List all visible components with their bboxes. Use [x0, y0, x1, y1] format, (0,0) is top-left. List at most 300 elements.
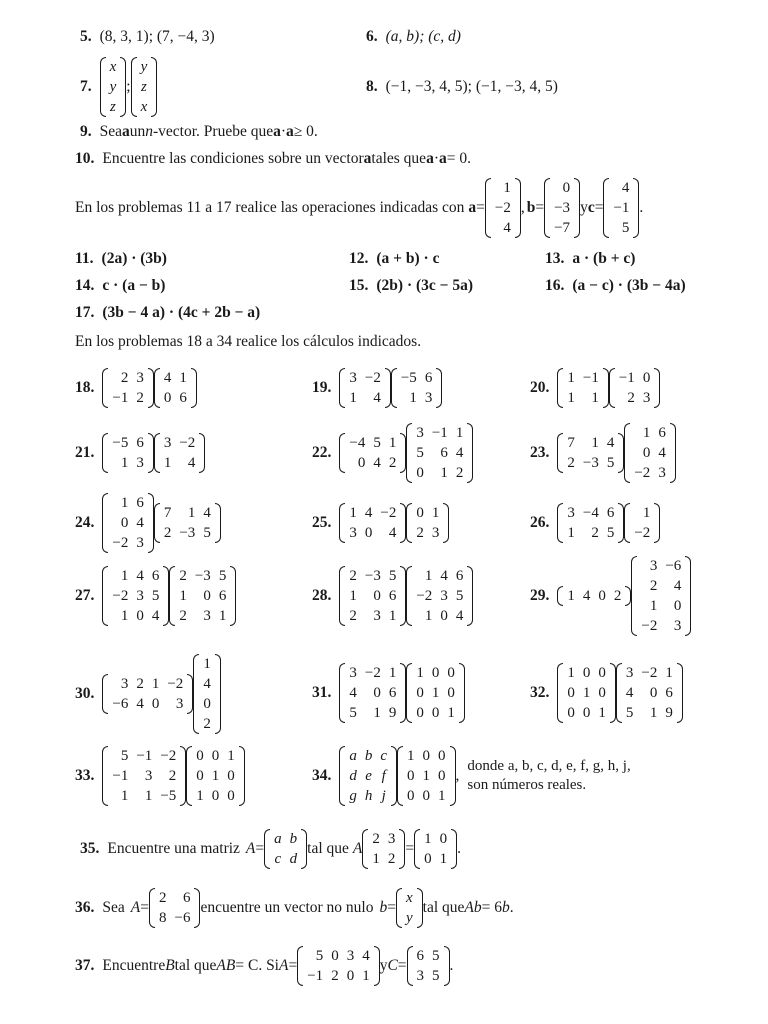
matrix-entry: 4: [136, 568, 144, 584]
matrix: [297, 946, 379, 986]
problem-expression: (2b) · (3c − 5a): [376, 277, 474, 294]
matrix-entry: 0: [331, 948, 339, 964]
matrix-entry: 1: [388, 665, 397, 681]
matrix-entry: 0: [438, 768, 446, 784]
dot-operator: ·: [433, 150, 439, 167]
matrix-entry: 2: [120, 370, 129, 386]
equals: =: [476, 199, 485, 216]
matrix-entry: a: [349, 748, 357, 764]
matrix-entry: 1: [567, 390, 575, 406]
matrix: [264, 829, 307, 869]
problem-number: 34.: [312, 767, 332, 784]
matrix-entry: y: [405, 910, 413, 926]
matrix-entry: 4: [658, 445, 666, 461]
matrix-entry: 1: [591, 390, 599, 406]
matrix-entry: 1: [416, 665, 424, 681]
matrix-entry: 2: [567, 455, 575, 471]
matrix-entry: −3: [582, 455, 599, 471]
matrix-entry: 0: [440, 608, 448, 624]
problem-34-note: [467, 757, 630, 795]
vector-a-label: a: [468, 199, 477, 216]
matrix-entry: 6: [218, 588, 227, 604]
matrix-entry: 3: [673, 618, 682, 634]
problem-expression: (a − c) · (3b − 4a): [572, 277, 686, 294]
problem-24: [75, 492, 221, 554]
matrix-entry: −2: [112, 588, 129, 604]
problem-number: 6.: [366, 28, 378, 45]
matrix-entry: 2: [136, 676, 144, 692]
intro-11-17: [75, 176, 643, 240]
vector-b: [544, 178, 580, 238]
vector-b-label: b: [526, 199, 536, 216]
equals: =: [387, 899, 396, 916]
problem-number: 22.: [312, 444, 332, 461]
matrix-entry: 3: [346, 948, 355, 964]
matrix-entry: 1: [424, 608, 433, 624]
matrix-entry: 5: [416, 445, 424, 461]
matrix-entry: 2: [349, 608, 357, 624]
matrix-entry: 5: [218, 568, 227, 584]
matrix: [396, 888, 423, 928]
matrix-entry: 3: [416, 425, 424, 441]
matrix-entry: −2: [112, 535, 129, 551]
matrix: [102, 368, 153, 408]
matrix-entry: 2: [613, 588, 622, 604]
matrix-entry: 4: [388, 525, 397, 541]
matrix-entry: c: [380, 748, 388, 764]
matrix-entry: 0: [120, 515, 129, 531]
text-seg: ≥ 0.: [293, 123, 318, 140]
matrix-entry: 2: [416, 525, 424, 541]
matrix-entry: 8: [158, 910, 167, 926]
matrix-entry: −6: [174, 910, 191, 926]
matrix-entry: x: [109, 59, 117, 75]
matrix-entry: 7: [567, 435, 575, 451]
matrix-entry: 5: [203, 525, 211, 541]
matrix-entry: 0: [196, 748, 204, 764]
matrix-entry: 3: [642, 390, 651, 406]
text-seg: = 0.: [446, 150, 471, 167]
matrix: [557, 503, 624, 543]
text-seg: tal que: [174, 957, 217, 974]
matrix-entry: 1: [388, 435, 397, 451]
problem-number: 28.: [312, 587, 332, 604]
matrix-entry: e: [365, 768, 372, 784]
problem-28: [312, 564, 473, 628]
matrix-entry: y: [140, 59, 148, 75]
matrix-entry: d: [289, 851, 298, 867]
matrix-entry: −2: [167, 676, 184, 692]
matrix: [102, 746, 186, 806]
matrix-entry: 0: [424, 851, 432, 867]
matrix-entry: 6: [179, 390, 187, 406]
matrix-entry: −3: [364, 568, 381, 584]
matrix-entry: 5: [606, 455, 615, 471]
matrix-entry: 1: [187, 505, 196, 521]
matrix-entry: −2: [364, 370, 381, 386]
matrix-entry: x: [140, 99, 148, 115]
problem-5: [80, 28, 215, 46]
matrix-entry: 3: [136, 588, 144, 604]
matrix-entry: 0: [439, 831, 448, 847]
matrix: [339, 746, 397, 806]
matrix-entry: 0: [227, 788, 235, 804]
matrix-entry: 1: [503, 180, 511, 196]
problem-36: [75, 886, 514, 930]
matrix-entry: 1: [439, 851, 448, 867]
matrix-entry: 1: [567, 588, 575, 604]
matrix-entry: 0: [196, 768, 204, 784]
matrix-entry: 4: [136, 696, 144, 712]
matrix-entry: 0: [373, 588, 381, 604]
matrix-entry: −1: [112, 768, 129, 784]
matrix-entry: 0: [582, 665, 591, 681]
matrix: [339, 368, 390, 408]
text-seg: Encuentre: [102, 957, 166, 974]
matrix: [557, 368, 608, 408]
matrix-entry: f: [381, 768, 386, 784]
matrix-entry: 1: [372, 851, 380, 867]
problem-23: [530, 422, 676, 484]
matrix-entry: 2: [627, 390, 635, 406]
matrix-symbol: A: [130, 899, 141, 916]
matrix-entry: 3: [175, 696, 184, 712]
matrix-entry: 0: [673, 598, 682, 614]
matrix-entry: 1: [349, 390, 357, 406]
matrix-entry: 4: [621, 180, 630, 196]
problem-33: [75, 744, 245, 808]
matrix-entry: −1: [613, 200, 630, 216]
matrix-entry: −1: [582, 370, 599, 386]
text-seg: Encuentre una matriz: [107, 840, 240, 857]
problem-15: [349, 277, 473, 295]
matrix-entry: 0: [431, 705, 440, 721]
problem-12: [349, 250, 439, 268]
comma: ,: [455, 767, 460, 784]
problem-expression: c · (a − b): [102, 277, 166, 294]
matrix-entry: 1: [591, 435, 599, 451]
matrix-entry: 3: [431, 525, 440, 541]
matrix-entry: 3: [387, 831, 396, 847]
matrix-entry: 3: [416, 968, 425, 984]
matrix-entry: 0: [211, 748, 220, 764]
matrix: [557, 586, 631, 606]
problem-number: 9.: [80, 123, 92, 140]
matrix-entry: −1: [431, 425, 448, 441]
matrix-entry: 0: [203, 696, 211, 712]
matrix-entry: 6: [416, 948, 425, 964]
matrix-entry: 3: [136, 455, 144, 471]
matrix-entry: 4: [673, 578, 682, 594]
text-seg: tales que: [371, 150, 427, 167]
problem-29: [530, 554, 691, 638]
vector-symbol: a: [363, 150, 372, 167]
matrix-entry: 5: [432, 948, 440, 964]
matrix-entry: 0: [227, 768, 235, 784]
matrix-entry: −2: [160, 748, 177, 764]
matrix-entry: 3: [658, 465, 666, 481]
matrix-entry: 2: [649, 578, 658, 594]
matrix-entry: 5: [315, 948, 324, 964]
matrix: [397, 746, 456, 806]
problem-number: 18.: [75, 379, 95, 396]
note-line-2: son números reales.: [467, 777, 587, 793]
matrix-entry: 0: [407, 768, 415, 784]
equals: =: [397, 957, 407, 974]
matrix-entry: 0: [598, 665, 606, 681]
matrix-entry: 0: [422, 748, 431, 764]
matrix-entry: 1: [424, 831, 432, 847]
matrix-entry: 6: [151, 568, 160, 584]
dot-operator: ·: [280, 123, 287, 140]
product-symbol: AB: [216, 957, 236, 974]
problem-17: [75, 304, 260, 322]
matrix-entry: a: [274, 831, 282, 847]
matrix-entry: 7: [163, 505, 172, 521]
matrix-entry: 0: [136, 608, 144, 624]
matrix-entry: −1: [112, 390, 129, 406]
matrix-entry: −2: [634, 525, 651, 541]
problem-number: 21.: [75, 444, 95, 461]
matrix-entry: 1: [120, 568, 129, 584]
matrix-entry: 5: [455, 588, 464, 604]
matrix-entry: 4: [455, 445, 464, 461]
and-word: y: [379, 957, 388, 974]
matrix-entry: 1: [211, 768, 220, 784]
matrix-entry: 0: [416, 705, 424, 721]
matrix-entry: 3: [649, 558, 658, 574]
matrix: [339, 503, 406, 543]
matrix-entry: 3: [349, 370, 357, 386]
matrix-entry: y: [109, 79, 117, 95]
matrix: [616, 663, 683, 723]
period: .: [449, 957, 454, 974]
problem-text: (a, b); (c, d): [385, 28, 461, 45]
matrix-entry: 1: [649, 705, 658, 721]
matrix-entry: 3: [349, 665, 357, 681]
vector-a: [485, 178, 521, 238]
text-seg: Encuentre las condiciones sobre un vector: [102, 150, 364, 167]
matrix-entry: 3: [120, 676, 129, 692]
matrix-entry: z: [110, 99, 116, 115]
problem-text: (−1, −3, 4, 5); (−1, −3, 4, 5): [385, 78, 558, 95]
matrix-entry: b: [364, 748, 373, 764]
problem-number: 7.: [80, 78, 92, 95]
vector-symbol: a: [426, 150, 434, 167]
matrix-entry: −4: [582, 505, 599, 521]
matrix-entry: 1: [567, 525, 575, 541]
matrix-entry: −5: [112, 435, 129, 451]
matrix-entry: 1: [120, 608, 129, 624]
text-seg: tal que: [422, 899, 465, 916]
matrix-entry: 1: [582, 685, 591, 701]
matrix-entry: −2: [641, 618, 658, 634]
matrix-entry: 4: [503, 220, 511, 236]
matrix-entry: 0: [416, 505, 424, 521]
matrix: [557, 433, 624, 473]
matrix: [154, 503, 221, 543]
problem-20: [530, 366, 660, 410]
matrix-entry: 4: [187, 455, 196, 471]
matrix-entry: 2: [349, 568, 357, 584]
equals: =: [535, 199, 545, 216]
matrix-entry: 4: [136, 515, 144, 531]
matrix-entry: −2: [364, 665, 381, 681]
matrix-entry: 0: [203, 588, 211, 604]
matrix-entry: 6: [182, 890, 191, 906]
matrix: [149, 888, 200, 928]
matrix-entry: 3: [136, 535, 144, 551]
matrix-entry: 6: [665, 685, 673, 701]
matrix-entry: 0: [151, 696, 160, 712]
matrix-entry: 1: [567, 370, 575, 386]
text-seg: Sea: [102, 899, 125, 916]
matrix: [339, 433, 406, 473]
problem-16: [545, 277, 686, 295]
matrix-entry: 0: [422, 788, 431, 804]
matrix-entry: 1: [447, 705, 455, 721]
problem-6: [366, 28, 461, 46]
problem-number: 35.: [80, 840, 100, 857]
problem-expression: (a + b) · c: [376, 250, 440, 267]
matrix-entry: −2: [494, 200, 511, 216]
matrix-entry: 2: [179, 568, 187, 584]
matrix-entry: 0: [567, 705, 575, 721]
matrix-entry: 0: [642, 445, 651, 461]
matrix-entry: 1: [388, 608, 397, 624]
vector-c-label: c: [587, 199, 595, 216]
problem-text: (8, 3, 1); (7, −4, 3): [99, 28, 215, 45]
problem-number: 30.: [75, 685, 95, 702]
vector-symbol: b: [379, 899, 388, 916]
matrix: [102, 433, 153, 473]
period: .: [457, 840, 461, 857]
matrix-entry: 3: [163, 435, 172, 451]
matrix-entry: 1: [455, 425, 464, 441]
matrix: [406, 423, 473, 483]
matrix-entry: −1: [618, 370, 635, 386]
matrix-entry: 0: [582, 705, 591, 721]
separator: ;: [126, 78, 131, 95]
matrix-entry: 4: [349, 685, 357, 701]
matrix-entry: 4: [373, 390, 381, 406]
matrix-entry: −2: [641, 665, 658, 681]
problem-number: 23.: [530, 444, 550, 461]
matrix-entry: 2: [158, 890, 167, 906]
matrix-entry: −3: [179, 525, 196, 541]
matrix-entry: 1: [649, 598, 658, 614]
matrix-entry: 6: [136, 495, 144, 511]
matrix: [557, 663, 616, 723]
matrix-entry: 3: [349, 525, 357, 541]
matrix-entry: b: [289, 831, 298, 847]
problem-9: [80, 123, 318, 141]
vector-symbol: a: [286, 123, 294, 140]
problem-number: 24.: [75, 514, 95, 531]
text-seg: Sea: [99, 123, 123, 140]
matrix-entry: 0: [416, 685, 424, 701]
period: .: [639, 199, 644, 216]
problem-22: [312, 422, 473, 484]
matrix-entry: 5: [621, 220, 630, 236]
matrix-entry: 5: [388, 568, 397, 584]
matrix-entry: 0: [598, 588, 606, 604]
matrix-entry: 1: [227, 748, 235, 764]
problem-8: [366, 78, 558, 96]
matrix-entry: 1: [567, 665, 575, 681]
matrix-entry: −5: [160, 788, 177, 804]
matrix-entry: 0: [211, 788, 220, 804]
matrix-entry: 0: [649, 685, 658, 701]
matrix-entry: 0: [346, 968, 355, 984]
matrix-entry: d: [349, 768, 357, 784]
matrix-entry: 0: [163, 390, 172, 406]
problem-number: 19.: [312, 379, 332, 396]
matrix: [624, 503, 660, 543]
matrix-entry: 1: [373, 705, 381, 721]
matrix-entry: 4: [364, 505, 373, 521]
problem-number: 29.: [530, 587, 550, 604]
matrix-entry: 3: [567, 505, 575, 521]
matrix-entry: 1: [349, 588, 357, 604]
matrix-entry: 6: [440, 445, 448, 461]
matrix-entry: 5: [625, 705, 634, 721]
matrix-entry: 1: [120, 495, 129, 511]
matrix-entry: 4: [151, 608, 160, 624]
matrix-entry: 5: [373, 435, 381, 451]
problem-10: [75, 150, 471, 168]
matrix-entry: −3: [194, 568, 211, 584]
matrix: [102, 674, 193, 714]
matrix-entry: 3: [440, 588, 448, 604]
matrix-symbol: B: [165, 957, 175, 974]
problem-expression: (2a) · (3b): [101, 250, 167, 267]
problem-31: [312, 662, 465, 724]
matrix: [100, 57, 127, 117]
equals: =: [405, 840, 415, 857]
matrix-entry: 0: [438, 748, 446, 764]
matrix: [391, 368, 442, 408]
matrix-entry: 0: [598, 685, 606, 701]
problem-30: [75, 652, 221, 736]
matrix-entry: 0: [364, 525, 373, 541]
problem-21: [75, 422, 205, 484]
matrix-entry: 1: [431, 505, 440, 521]
matrix-entry: 1: [196, 788, 204, 804]
product-symbol: Ab: [464, 899, 482, 916]
matrix-entry: 1: [438, 788, 446, 804]
matrix-entry: 6: [136, 435, 144, 451]
matrix-entry: −2: [416, 588, 433, 604]
matrix-entry: 1: [642, 425, 651, 441]
matrix-entry: 1: [144, 788, 153, 804]
matrix: [102, 566, 169, 626]
matrix-entry: g: [349, 788, 357, 804]
matrix-entry: 4: [203, 505, 211, 521]
matrix-entry: 1: [665, 665, 673, 681]
matrix-entry: 0: [357, 455, 366, 471]
matrix-entry: 0: [642, 370, 651, 386]
problem-number: 17.: [75, 304, 95, 321]
problem-34: [312, 744, 631, 808]
matrix-entry: 0: [447, 665, 455, 681]
matrix: [631, 556, 691, 636]
matrix-entry: c: [274, 851, 282, 867]
problem-14: [75, 277, 165, 295]
matrix-entry: −6: [665, 558, 682, 574]
matrix-entry: 4: [440, 568, 448, 584]
matrix-entry: −2: [380, 505, 397, 521]
